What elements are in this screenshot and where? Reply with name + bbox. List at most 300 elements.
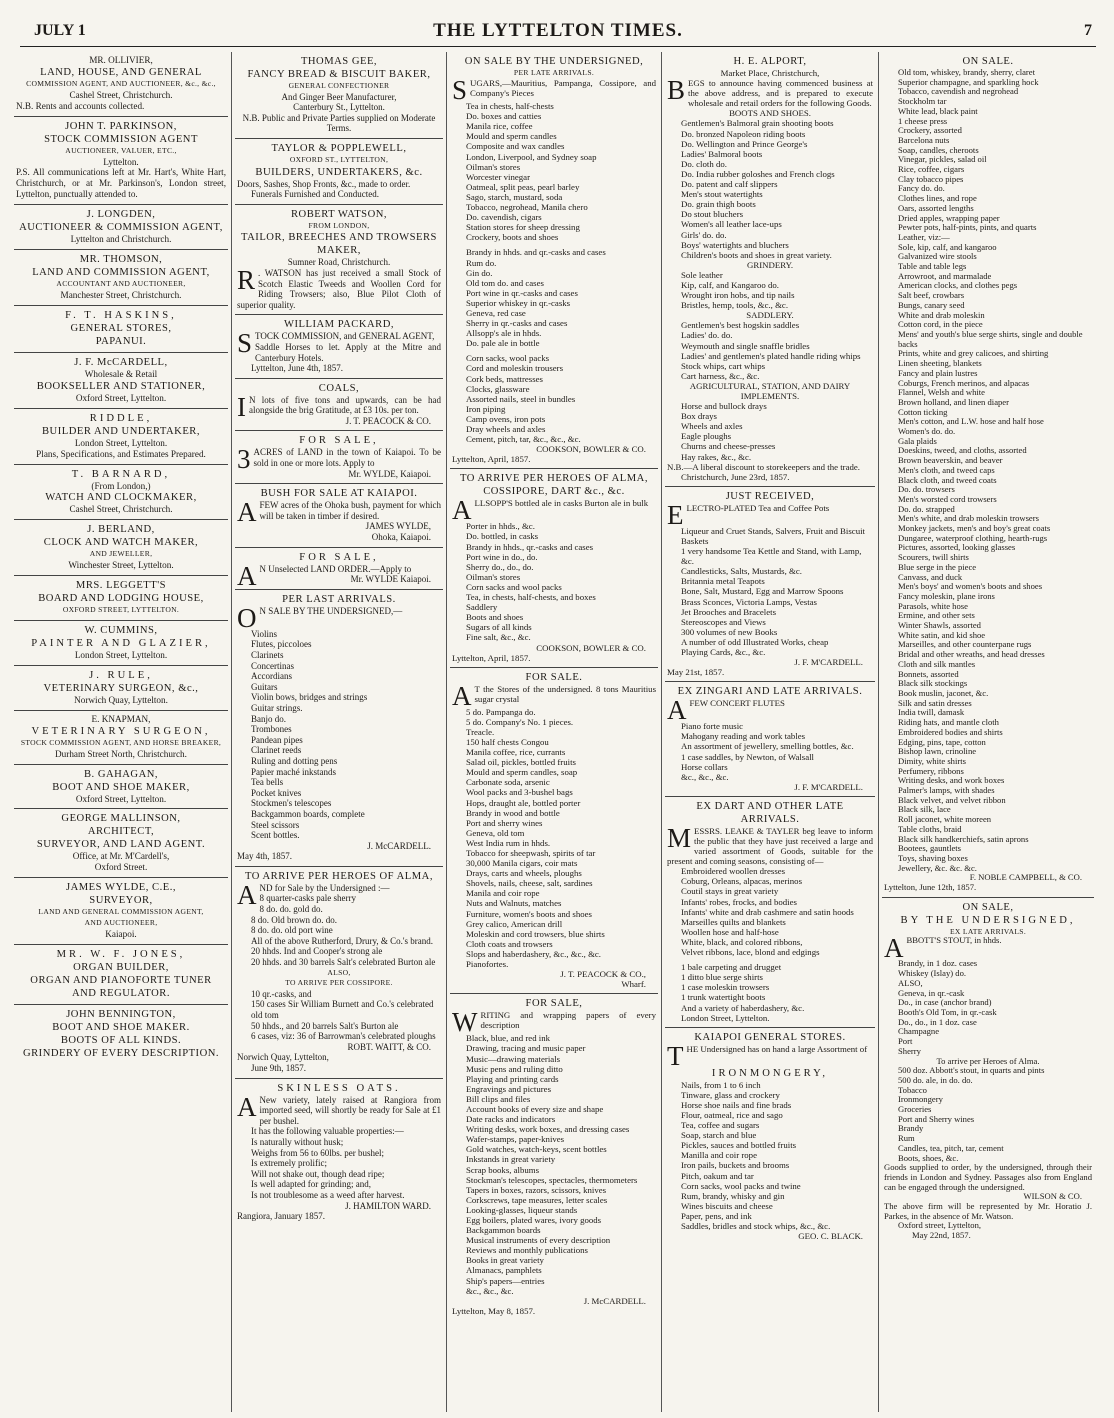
advert-signature: GEO. C. BLACK. [798, 1231, 863, 1242]
drop-cap: M [667, 822, 692, 853]
list-item: Tinware, glass and crockery [681, 1089, 780, 1100]
advert-name: THOMAS GEE, [300, 56, 378, 67]
list-item: Sole leather [681, 269, 723, 280]
advert-heading: FOR SALE, [525, 998, 583, 1010]
advert-address: Norwich Quay, Lyttelton. [74, 694, 168, 705]
advert-date: May 21st, 1857. [667, 667, 725, 678]
column-5 [882, 52, 1094, 1414]
advert-leake-tayler [665, 797, 875, 1028]
list-item: Manila coffee, rice, currants [466, 747, 566, 758]
list-item: Sugars of all kinds [466, 622, 532, 633]
advert-address: OXFORD STREET, LYTTELTON. [62, 605, 180, 615]
list-item: Engravings and pictures [466, 1083, 552, 1094]
list-item: Cement, pitch, tar, &c., &c., &c. [466, 434, 581, 445]
advert-card [14, 52, 228, 117]
list-item: Gala plaids [898, 435, 937, 446]
list-item: White lead, black paint [898, 105, 978, 116]
goods-list [884, 1066, 1092, 1163]
list-item: Will not shake out, though dead ripe; [251, 1168, 385, 1179]
advert-address: Norwich Quay, Lyttelton, [237, 1052, 329, 1063]
list-item: 20 hhds. and 30 barrels Salt's celebrated Burton ale [251, 957, 436, 968]
advert-date: May 22nd, 1857. [912, 1230, 971, 1241]
advert-date: Lyttelton, April, 1857. [452, 454, 531, 465]
list-item: Stockmen's telescopes [251, 798, 332, 809]
list-item: Geneva, red case [466, 307, 526, 318]
advert-signature: ROBT. WAITT, & CO. [347, 1041, 431, 1052]
list-item: Port and Sherry wines [898, 1113, 975, 1124]
list-item: Trombones [251, 724, 292, 735]
advert-subtitle: AUCTIONEER, VALUER, ETC., [65, 145, 177, 155]
list-item: Vinegar, pickles, salad oil [898, 154, 987, 165]
list-item: Stereoscopes and Views [681, 616, 766, 627]
column-rule [231, 52, 232, 1412]
advert-trade: BOOT AND SHOE MAKER. [52, 1022, 190, 1033]
list-item: Bonnets, assorted [898, 668, 959, 679]
list-item: Is well adapted for grinding; and, [251, 1179, 371, 1190]
advert-note: Plans, Specifications, and Estimates Prepared. [36, 448, 206, 459]
list-item: West India rum in hhds. [466, 837, 551, 848]
advert-peacock [450, 668, 658, 995]
advert-trade: VETERINARY SURGEON, &c., [43, 682, 199, 694]
list-item: Black velvet, and velvet ribbon [898, 794, 1006, 805]
advert-name: GEORGE MALLINSON, [61, 813, 181, 825]
advert-address: Cashel Street, Christchurch. [69, 504, 173, 515]
advert-signature: COOKSON, BOWLER & CO. [536, 444, 646, 455]
list-item: Port [898, 1036, 913, 1047]
list-item: Egg boilers, plated wares, ivory goods [466, 1215, 602, 1225]
list-item: Ladies' and gentlemen's plated handle riding whips [681, 350, 861, 361]
advert-body: LLSOPP'S bottled ale in casks Burton ale in bulk [474, 498, 649, 509]
list-item: Bone, Salt, Mustard, Egg and Marrow Spoons [681, 586, 844, 597]
list-item: Riding hats, and mantle cloth [898, 717, 999, 728]
goods-list [884, 68, 1092, 873]
advert-trade: TAILOR, BREECHES AND TROWSERS [241, 232, 437, 244]
advert-trade: AND REGULATOR. [71, 988, 171, 999]
advert-name: WILLIAM PACKARD, [283, 319, 395, 331]
advert-body: UGARS,—Mauritius, Pampanga, Cossipore, and Company's Pieces [470, 78, 656, 99]
advert-subtitle: GENERAL CONFECTIONER [288, 81, 390, 90]
advert-address: Sumner Road, Christchurch. [287, 257, 391, 268]
list-item: Jewellery, &c. &c. &c. [898, 862, 977, 873]
list-item: Eagle ploughs [681, 431, 732, 442]
advert-packard [235, 315, 443, 378]
advert-subheading: GRINDERY. [746, 259, 794, 270]
list-item: Composite and wax candles [466, 141, 565, 152]
list-item: Carbonate soda, arsenic [466, 777, 550, 788]
advert-note: N.B.—A liberal discount to storekeepers and the trade. [667, 461, 860, 472]
goods-list [452, 101, 656, 444]
advert-body: Doors, Sashes, Shop Fronts, &c., made to order. [237, 178, 411, 189]
list-item: Banjo do. [251, 713, 286, 724]
advert-address: Office, at Mr. M'Cardell's, [72, 851, 170, 862]
list-item: &c., &c., &c. [466, 1285, 514, 1296]
advert-heading: PER LAST ARRIVALS. [282, 593, 396, 605]
advert-heading: TO ARRIVE PER HEROES OF ALMA, [245, 870, 433, 882]
list-item: Iron pails, buckets and brooms [681, 1160, 790, 1171]
advert-heading: ON SALE, [962, 901, 1014, 913]
list-item: Porter in hhds., &c. [466, 521, 535, 532]
advert-last-arrivals [235, 590, 443, 867]
list-item: Arrowroot, and marmalade [898, 270, 992, 281]
list-item: 8 do. Old brown do. do. [251, 914, 337, 925]
list-item: 500 do. ale, in do. do. [898, 1074, 973, 1085]
list-item: Flannel, Welsh and white [898, 387, 985, 398]
advert-subtitle: (From London,) [91, 480, 151, 491]
advert-date: May 4th, 1857. [237, 851, 292, 862]
advert-concert-flutes [665, 682, 875, 797]
list-item: Do stout bluchers [681, 209, 744, 220]
list-item: Sole, kip, calf, and kangaroo [898, 241, 997, 252]
advert-body: TOCK COMMISSION, and GENERAL AGENT, [255, 331, 435, 342]
advert-card [14, 205, 228, 250]
list-item: Scent bottles. [251, 830, 300, 841]
advert-trade: CLOCK AND WATCH MAKER, [43, 537, 199, 549]
list-item: Clarinets [251, 650, 284, 660]
advert-heading: FOR SALE, [299, 435, 379, 447]
list-item: Brass Sconces, Victoria Lamps, Vestas [681, 596, 817, 607]
list-item: Is naturally without husk; [251, 1136, 344, 1147]
list-item: 1 very handsome Tea Kettle and Stand, with Lamp, &c. [681, 546, 862, 567]
advert-body: ND for Sale by the Undersigned :— [259, 882, 390, 893]
column-3 [450, 52, 658, 1414]
list-item: Kip, calf, and Kangaroo do. [681, 279, 779, 290]
list-item: Do. bronzed Napoleon riding boots [681, 128, 806, 139]
list-item: Corkscrews, tape measures, letter scales [466, 1194, 608, 1205]
list-item: Do., do., in 1 doz. case [898, 1016, 977, 1027]
advert-heading: SKINLESS OATS. [277, 1082, 401, 1094]
list-item: Rice, coffee, cigars [898, 164, 965, 175]
advert-card [14, 1005, 228, 1064]
goods-list [667, 866, 873, 1012]
goods-list [452, 1033, 656, 1295]
list-item: Pewter pots, half-pints, pints, and quarts [898, 222, 1037, 233]
advert-address: London Street, Lyttelton. [74, 650, 168, 661]
list-item: Pocket knives [251, 787, 302, 798]
advert-trade: SURVEYOR, AND LAND AGENT. [36, 839, 206, 851]
advert-heading: ON SALE BY THE UNDERSIGNED, [464, 56, 644, 67]
list-item: Parasols, white hose [898, 600, 968, 611]
list-item: Sherry do., do., do. [466, 561, 534, 572]
masthead [20, 20, 1096, 47]
list-item: Gold watches, watch-keys, scent bottles [466, 1144, 607, 1155]
advert-address: Canterbury St., Lyttelton. [293, 102, 385, 113]
drop-cap: S [237, 328, 253, 359]
list-item: Infants' robes, frocks, and bodies [681, 896, 797, 907]
advert-card [14, 878, 228, 945]
list-item: Brandy [898, 1123, 924, 1134]
list-item: Ruling and dotting pens [251, 755, 338, 766]
list-item: Candlesticks, Salts, Mustards, &c. [681, 566, 802, 577]
list-item: Horse and bullock drays [681, 401, 767, 412]
advert-trade: BOOTS OF ALL KINDS. [60, 1035, 182, 1046]
list-item: Mahogany reading and work tables [681, 731, 806, 742]
list-item: Violins [251, 628, 277, 639]
list-item: Bill clips and files [466, 1093, 531, 1104]
list-item: Almanacs, pamphlets [466, 1265, 542, 1276]
advert-line: Saddle Horses to let. Apply at the Mitre and Canterbury Hotels. [255, 341, 441, 363]
list-item: Boots, shoes, &c. [898, 1152, 959, 1163]
list-item: Mould and sperm candles [466, 131, 557, 142]
advert-card [14, 306, 228, 353]
advert-name: W. CUMMINS, [84, 625, 158, 637]
list-item: 500 doz. Abbott's stout, in quarts and pints [898, 1065, 1045, 1076]
drop-cap: A [884, 933, 904, 964]
list-item: Horse collars [681, 761, 728, 772]
advert-note: The above firm will be represented by Mr. Horatio J. Parkes, in the absence of Mr. Watson. [884, 1201, 1092, 1221]
list-item: Ship's papers—entries [466, 1275, 545, 1286]
list-item: Canvass, and duck [898, 571, 963, 582]
drop-cap: 3 [237, 444, 251, 475]
advert-note: Goods supplied to order, by the undersigned, through their friends in London and Sydney. Passages also from England can be engaged through the undersigned. [884, 1162, 1092, 1192]
advert-name: JAMES WYLDE, C.E., [65, 882, 177, 894]
list-item: Coburgs, French merinos, and alpacas [898, 377, 1030, 388]
list-item: Bungs, canary seed [898, 299, 965, 310]
drop-cap: W [452, 1007, 478, 1038]
list-item: Doeskins, tweed, and cloths, assorted [898, 445, 1027, 456]
list-item: 1 case saddles, by Newton, of Walsall [681, 751, 815, 762]
advert-trade: GRINDERY OF EVERY DESCRIPTION. [22, 1048, 220, 1059]
advert-date: Lyttelton, June 4th, 1857. [251, 363, 343, 374]
list-item: Bridal and other wreaths, and head dresses [898, 649, 1045, 660]
list-item: Wheels and axles [681, 421, 743, 432]
list-item: Tapers in boxes, razors, scissors, knives [466, 1184, 607, 1195]
list-item: Men's cotton, and L.W. hose and half hose [898, 416, 1044, 427]
list-item: Linen sheeting, blankets [898, 358, 982, 369]
drop-cap: A [237, 879, 257, 910]
list-item: 30,000 Manila cigars, coir mats [466, 858, 578, 869]
list-item: Papier maché inkstands [251, 766, 336, 777]
list-item: Bishop lawn, crinoline [898, 746, 977, 757]
list-item: Sago, starch, mustard, soda [466, 191, 563, 202]
column-rule [661, 52, 662, 1412]
goods-list [667, 401, 873, 462]
list-item: 1 ditto blue serge shirts [681, 972, 763, 983]
list-item: Do. Wellington and Prince George's [681, 138, 808, 149]
list-item: Iron piping [466, 403, 506, 414]
advert-heading: BY THE UNDERSIGNED, [900, 914, 1076, 926]
list-item: Toys, shaving boxes [898, 852, 968, 863]
advert-card [14, 711, 228, 765]
list-item: 1 bale carpeting and drugget [681, 962, 782, 973]
list-item: All of the above Rutherford, Drury, & Co.'s brand. [251, 935, 433, 946]
list-item: Prints, white and grey calicoes, and shirting [898, 348, 1049, 359]
advert-signature: Ohoka, Kaiapoi. [371, 532, 431, 543]
list-item: Fancy and plain lustres [898, 367, 978, 378]
advert-trade: AUCTIONEER & COMMISSION AGENT, [19, 222, 223, 234]
list-item: Brandy in hhds. and qr.-casks and cases [466, 247, 606, 258]
advert-name: TAYLOR & POPPLEWELL, [271, 142, 407, 154]
advert-trade: SURVEYOR, [89, 895, 153, 907]
list-item: Galvanized wire stools [898, 251, 977, 262]
list-item: ALSO, [898, 977, 923, 988]
advert-subheading: ALSO, [327, 967, 351, 977]
list-item: 1 trunk watertight boots [681, 992, 766, 1003]
list-item: Tobacco, cavendish and negrohead [898, 86, 1019, 97]
list-item: Is not troublesome as a weed after harvest. [251, 1189, 405, 1200]
list-item: Nuts and Walnuts, matches [466, 898, 562, 909]
list-item: White, black, and colored ribbons, [681, 936, 803, 947]
list-item: Velvet ribbons, lace, blond and edgings [681, 947, 820, 958]
advert-date: Christchurch, June 23rd, 1857. [681, 471, 790, 482]
drop-cap: A [452, 495, 472, 526]
list-item: Oilman's stores [466, 161, 521, 172]
advert-trade: VETERINARY SURGEON, [31, 725, 211, 737]
list-item: Rum do. [466, 257, 497, 268]
list-item: Stockholm tar [898, 96, 947, 107]
advert-name: H. E. ALPORT, [733, 56, 807, 67]
advert-note: P.S. All communications left at Mr. Hart's, White Hart, Christchurch, or at Mr. Parkinson's, London street, Lyttelton, punctually attended to. [16, 167, 226, 200]
advert-body: LECTRO-PLATED Tea and Coffee Pots [686, 502, 830, 513]
advert-trade: FANCY BREAD & BISCUIT BAKER, [247, 69, 431, 80]
list-item: Salt beef, crowbars [898, 290, 965, 301]
list-item: Date racks and indicators [466, 1114, 556, 1125]
list-item: 300 volumes of new Books [681, 626, 778, 637]
list-item: Scrap books, albums [466, 1164, 540, 1175]
list-item: Box drays [681, 411, 717, 422]
list-item: Palmer's lamps, with shades [898, 785, 995, 796]
list-item: 6 cases, viz: 36 of Barrowman's celebrated ploughs [251, 1031, 436, 1042]
list-item: Treacle. [466, 726, 495, 737]
list-item: Account books of every size and shape [466, 1103, 604, 1114]
list-item: Liqueur and Cruet Stands, Salvers, Fruit and Biscuit Baskets [681, 525, 865, 546]
advert-name: F. T. HASKINS, [65, 309, 177, 321]
advert-subheading: EX LATE ARRIVALS. [949, 926, 1027, 936]
advert-subtitle: AND AUCTIONEER, [84, 918, 158, 928]
advert-subheading: To arrive per Heroes of Alma. [936, 1055, 1040, 1066]
drop-cap: A [237, 1091, 257, 1122]
advert-trade: LAND AND COMMISSION AGENT, [32, 267, 210, 279]
list-item: Old tom, whiskey, brandy, sherry, claret [898, 67, 1035, 77]
list-item: Tobacco, negrohead, Manila chero [466, 202, 588, 213]
drop-cap: B [667, 75, 686, 106]
list-item: Perfumery, ribbons [898, 765, 964, 776]
list-item: Bootees, gauntlets [898, 843, 962, 854]
list-item: Do. boxes and catties [466, 111, 542, 122]
list-item: Wines biscuits and cheese [681, 1200, 773, 1211]
advert-subtitle: LAND AND GENERAL COMMISSION AGENT, [38, 907, 204, 917]
list-item: Saddles, bridles and stock whips, &c., &c. [681, 1221, 831, 1231]
advert-trade: ORGAN BUILDER, [73, 962, 169, 973]
advert-body: EGS to announce having commenced business at the above address, and is prepared to execute wholesale and retail orders for the following Goods. [688, 78, 873, 109]
list-item: Writing desks, and work boxes [898, 775, 1005, 786]
advert-name: J. RULE, [89, 669, 153, 681]
list-item: Furniture, women's boots and shoes [466, 908, 592, 919]
advert-gee [235, 52, 443, 139]
advert-kaiapoi-stores [665, 1028, 875, 1246]
advert-name: RIDDLE, [89, 412, 153, 424]
list-item: Port wine in do., do. [466, 551, 538, 562]
advert-date: Lyttelton, May 8, 1857. [452, 1305, 536, 1316]
list-item: Saddlery [466, 602, 498, 613]
list-item: Brandy, in 1 doz. cases [898, 958, 978, 969]
list-item: American clocks, and clothes pegs [898, 280, 1018, 291]
advert-trade: BUILDERS, UNDERTAKERS, &c. [255, 166, 423, 178]
advert-name: B. GAHAGAN, [83, 768, 159, 780]
list-item: Fancy moleskin, plane irons [898, 590, 995, 601]
list-item: Weymouth and single snaffle bridles [681, 340, 810, 351]
list-item: Coburg, Orleans, alpacas, merinos [681, 876, 803, 887]
list-item: 10 qr.-casks, and [251, 988, 312, 999]
list-item: Gentlemen's Balmoral grain shooting boots [681, 118, 834, 129]
list-item: Books in great variety [466, 1255, 544, 1266]
list-item: London, Liverpool, and Sydney soap [466, 151, 597, 162]
list-item: It has the following valuable properties:— [251, 1126, 404, 1137]
list-item: Geneva, in qr.-cask [898, 987, 965, 998]
goods-list [667, 526, 873, 657]
list-item: Ladies' Balmoral boots [681, 148, 763, 159]
advert-heading: ON SALE. [962, 56, 1014, 67]
advert-trade: ARCHITECT, [87, 826, 155, 838]
advert-wilson [882, 898, 1094, 1245]
list-item: Oars, assorted lengths [898, 202, 974, 213]
list-item: Table and table legs [898, 261, 967, 272]
list-item: Sherry in qr.-casks and cases [466, 318, 568, 329]
list-item: Flutes, piccoloes [251, 639, 312, 650]
list-item: Do. patent and calf slippers [681, 179, 778, 190]
list-item: Accordians [251, 671, 292, 682]
advert-body: N SALE BY THE UNDERSIGNED,— [259, 605, 403, 616]
advert-trade: LAND, HOUSE, AND GENERAL [40, 66, 202, 78]
list-item: 8 do. do. old port wine [251, 925, 333, 936]
list-item: Music—drawing materials [466, 1053, 561, 1064]
advert-mccardell-stationery [450, 994, 658, 1320]
advert-address: London Street, Lyttelton. [74, 437, 168, 448]
advert-subheading: SADDLERY. [746, 310, 794, 321]
advert-heading: COALS, [318, 382, 360, 394]
list-item: Allsopp's ale in hhds. [466, 328, 542, 339]
advert-heading: FOR SALE, [299, 551, 379, 563]
list-item: Men's white, and drab moleskin trowsers [898, 513, 1039, 524]
advert-name: MRS. LEGGETT'S [75, 580, 167, 592]
list-item: Rum, brandy, whisky and gin [681, 1190, 785, 1201]
list-item: Dray wheels and axles [466, 424, 546, 434]
goods-list [667, 1080, 873, 1231]
list-item: Corn sacks and wool packs [466, 581, 562, 592]
list-item: Rum [898, 1133, 915, 1144]
list-item: Horse shoe nails and fine brads [681, 1099, 792, 1110]
advert-subheading: BOOTS AND SHOES. [729, 108, 811, 119]
list-item: Steel scissors [251, 819, 300, 830]
advert-body: FEW acres of the Ohoka bush, payment for which will be taken in timber if desired. [259, 500, 441, 521]
advert-date: June 9th, 1857. [251, 1062, 306, 1073]
list-item: Coutil stays in great variety [681, 886, 779, 897]
list-item: Wafer-stamps, paper-knives [466, 1134, 565, 1145]
advert-trade: BUILDER AND UNDERTAKER, [41, 425, 201, 437]
list-item: 8 do. do. gold do. [259, 904, 323, 915]
list-item: Women's do. do. [898, 426, 956, 437]
advert-date: Lyttelton, April, 1857. [452, 652, 531, 663]
advert-coals [235, 379, 443, 432]
list-item: Corn sacks, wool packs and twine [681, 1180, 801, 1191]
drop-cap: A [237, 497, 257, 528]
list-item: Do. do. strapped [898, 503, 955, 514]
advert-bush [235, 484, 443, 547]
advert-address: Manchester Street, Christchurch. [60, 289, 182, 300]
advert-heading: FOR SALE. [525, 671, 583, 683]
list-item: Whiskey (Islay) do. [898, 968, 967, 979]
advert-campbell [882, 52, 1094, 898]
list-item: Brandy in hhds., qr.-casks and cases [466, 541, 594, 552]
list-item: Pickles, sauces and bottled fruits [681, 1140, 797, 1151]
advert-subtitle: Wholesale & Retail [84, 368, 158, 379]
list-item: Black silk stockings [898, 678, 968, 689]
list-item: Clay tobacco pipes [898, 173, 964, 184]
list-item: Cotton ticking [898, 406, 948, 417]
list-item: Bristles, hemp, tools, &c., &c. [681, 300, 789, 311]
advert-heading: EX ZINGARI AND LATE ARRIVALS. [677, 686, 863, 698]
list-item: Black cloth, and tweed coats [898, 474, 997, 485]
list-item: Tobacco for sheepwash, spirits of tar [466, 848, 596, 858]
